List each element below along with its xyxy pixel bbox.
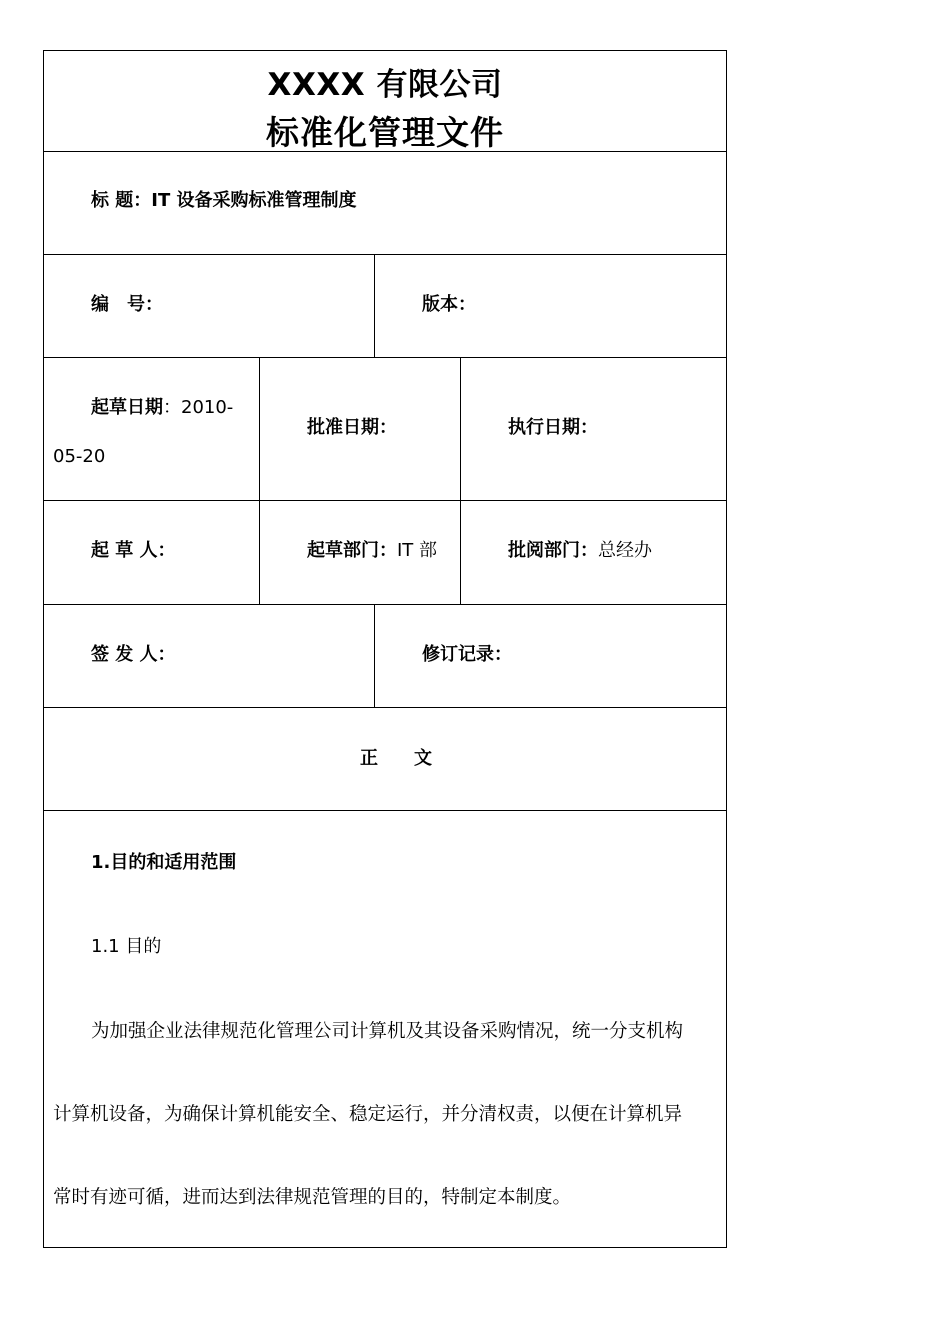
- draft-date-value-part2: 05-20: [53, 446, 106, 467]
- issuer-cell: [44, 605, 374, 707]
- paragraph-line: 计算机设备，为确保计算机能安全、稳定运行，并分清权责，以便在计算机异: [53, 1104, 683, 1125]
- document-type: 标准化管理文件: [266, 113, 504, 152]
- drafter-cell: [44, 501, 259, 604]
- exec-date-cell: [460, 358, 726, 500]
- body-heading: 正 文: [360, 748, 432, 769]
- approve-date-cell: [259, 358, 460, 500]
- review-dept-label: 批阅部门：: [508, 540, 598, 561]
- drafter-label: 起 草 人：: [91, 540, 176, 561]
- issuer-label: 签 发 人：: [91, 644, 176, 665]
- revision-label: 修订记录：: [422, 644, 512, 665]
- review-dept-cell: [460, 501, 726, 604]
- number-label: 编 号：: [91, 294, 163, 315]
- section-heading: 1.目的和适用范围: [91, 852, 237, 873]
- company-name: XXXX 有限公司: [267, 67, 503, 103]
- revision-cell: [374, 605, 726, 707]
- document-form: [43, 50, 727, 1248]
- version-label: 版本：: [422, 294, 476, 315]
- dates-row: [44, 358, 726, 501]
- issue-row: [44, 605, 726, 708]
- paragraph-line: 为加强企业法律规范化管理公司计算机及其设备采购情况，统一分支机构: [91, 1021, 684, 1042]
- people-row: [44, 501, 726, 605]
- approve-date-label: 批准日期：: [307, 417, 397, 438]
- draft-dept-cell: [259, 501, 460, 604]
- header-row: [44, 51, 726, 152]
- id-row: [44, 255, 726, 358]
- body-heading-row: [44, 708, 726, 811]
- title-row: [44, 152, 726, 255]
- draft-date-value-part1: 2010-: [181, 397, 234, 418]
- draft-date-cell: [44, 358, 259, 500]
- number-cell: [44, 255, 374, 357]
- title-label: 标 题：: [91, 190, 152, 211]
- draft-dept-label: 起草部门：: [307, 540, 397, 561]
- draft-dept-value: IT 部: [397, 540, 438, 561]
- body-content: [44, 811, 726, 1247]
- exec-date-label: 执行日期：: [508, 417, 598, 438]
- draft-dept-field: [307, 536, 437, 562]
- title-value: IT 设备采购标准管理制度: [151, 190, 357, 211]
- title-field: [91, 186, 357, 212]
- review-dept-field: [508, 536, 652, 562]
- draft-date-label: 起草日期: [91, 397, 163, 418]
- review-dept-value: 总经办: [598, 540, 652, 561]
- paragraph-line: 常时有迹可循，进而达到法律规范管理的目的，特制定本制度。: [53, 1187, 572, 1208]
- subsection-heading: 1.1 目的: [91, 936, 162, 957]
- draft-date-colon: ：: [163, 397, 181, 418]
- draft-date-line1: [91, 393, 233, 419]
- version-cell: [374, 255, 726, 357]
